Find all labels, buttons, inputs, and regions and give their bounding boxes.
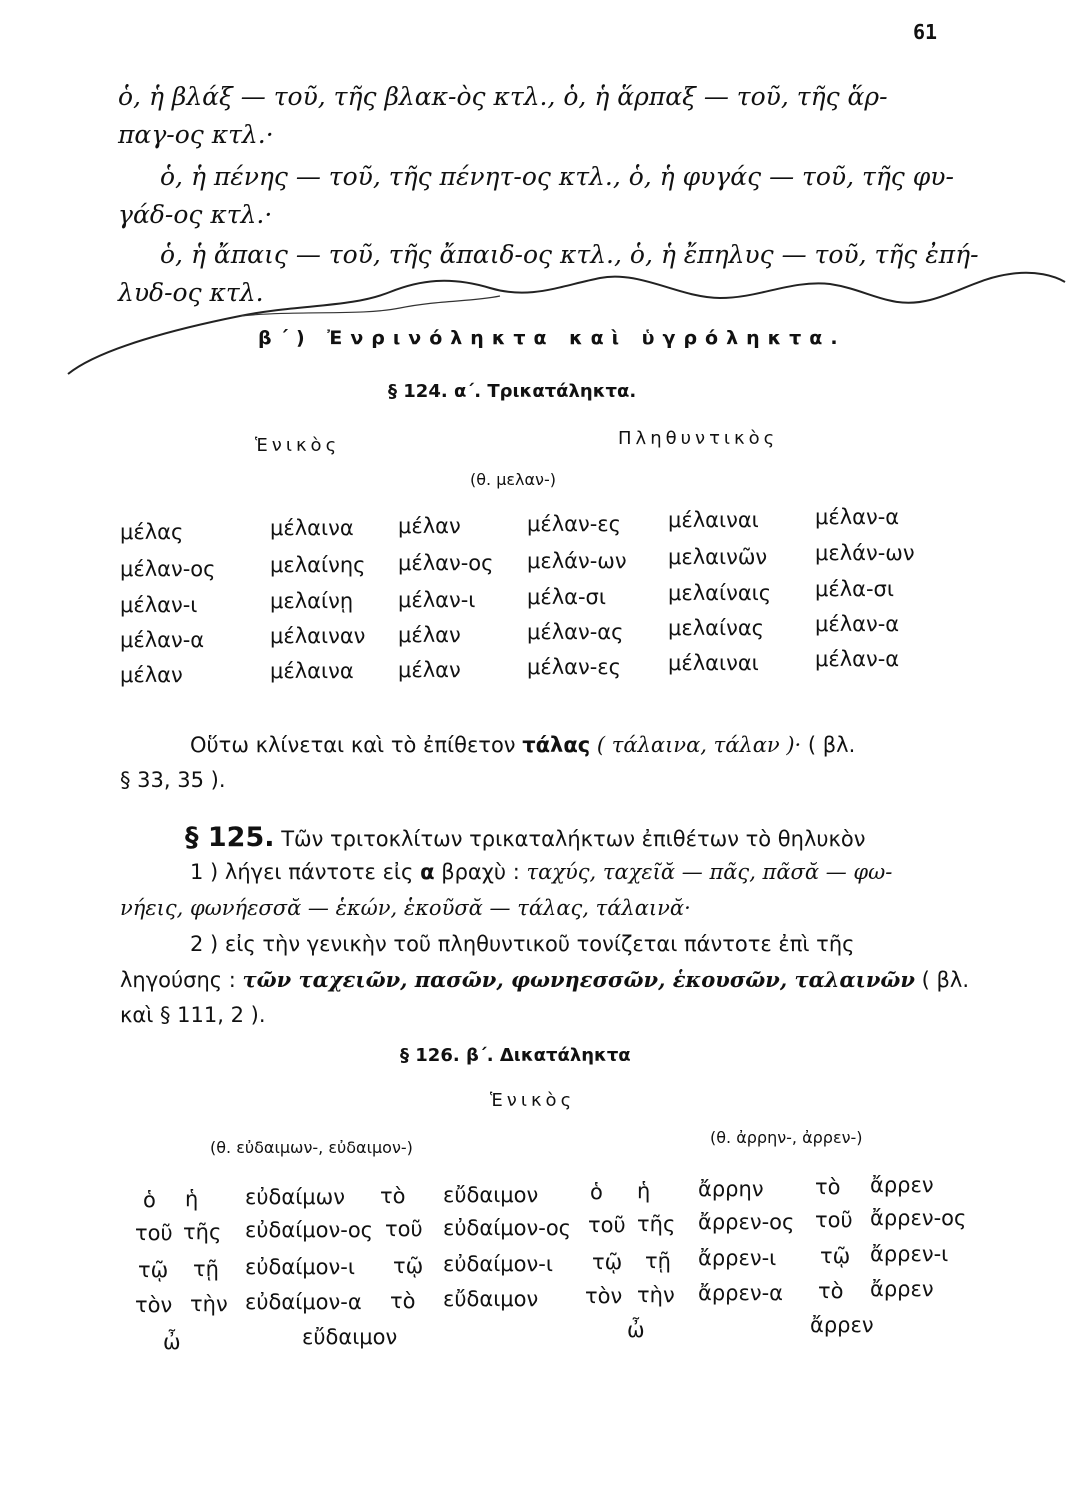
table-cell: εὐδαίμον-α [245,1290,362,1314]
table-cell: τὸν [135,1293,173,1317]
table-cell: μέλα-σι [527,585,606,609]
s125-line-4: 2 ) εἰς τὴν γενικὴν τοῦ πληθυντικοῦ τονίζεται πάντοτε ἐπὶ τῆς [190,932,855,956]
table-cell: μέλαιναν [270,624,366,648]
s126-singular-label: Ἑνικὸς [490,1090,576,1111]
table-cell: μέλαιναι [668,651,759,675]
table-cell: μελαίνας [668,616,764,640]
table-cell: μέλαν-α [815,647,900,671]
table-cell: μέλαν-α [815,612,900,636]
table-cell: τοῦ [588,1213,626,1237]
table-cell: τοῦ [815,1208,853,1232]
section-b-heading: β΄) Ἐνρινόληκτα καὶ ὑγρόληκτα. [258,327,846,349]
intro-line-5: ὁ, ἡ ἄπαις — τοῦ, τῆς ἄπαιδ-ος κτλ., ὁ, ἡ ἔπηλυς — τοῦ, τῆς ἐπή- [160,240,979,269]
table-cell: μέλαν-ος [120,557,216,581]
table-cell: ἄρρεν [870,1277,934,1301]
wavy-rule-drawing [60,268,1070,378]
table-cell: εὐδαίμον-ος [245,1218,373,1242]
s124-plural-label: Πληθυντικὸς [618,428,779,449]
s126-title: § 126. β΄. Δικατάληκτα [400,1045,631,1066]
table-cell: τοῦ [385,1217,423,1241]
table-cell: ἄρρεν-ος [870,1206,967,1230]
s125-line-3: νήεις, φωνήεσσᾰ — ἑκών, ἑκοῦσᾰ — τάλας, τάλαινᾰ· [120,896,691,920]
table-cell: μέλαινα [270,516,354,540]
table-cell: τὸν [585,1284,623,1308]
table-cell: εὔδαιμον [302,1325,398,1349]
table-cell: μέλαν-ες [527,655,621,679]
table-cell: ἄρρεν-α [698,1281,784,1305]
table-cell: ἄρρεν-ι [870,1242,949,1266]
intro-line-6: λυδ-ος κτλ. [118,278,264,307]
table-cell: μελαίνης [270,553,366,577]
table-cell: τῇ [645,1249,671,1273]
s124-title: § 124. α΄. Τρικατάληκτα. [388,381,637,402]
intro-line-1: ὁ, ἡ βλάξ — τοῦ, τῆς βλακ-ὸς κτλ., ὁ, ἡ ἅρπαξ — τοῦ, τῆς ἅρ- [118,82,888,111]
s125-text: Τῶν τριτοκλίτων τρικαταλήκτων ἐπιθέτων τὸ θηλυκὸν [281,827,866,851]
table-cell: τὴν [637,1283,675,1307]
table-cell: εὐδαίμον-ος [443,1216,571,1240]
s125-examples: ταχύς, ταχεῖᾰ — πᾶς, πᾶσᾰ — φω- [526,860,893,884]
table-cell: μελάν-ων [527,549,627,573]
table-cell: μέλαινα [270,659,354,683]
table-cell: μέλαν [398,658,461,682]
s124-stem: (θ. μελαν-) [470,470,556,489]
table-cell: ἡ [637,1179,651,1203]
table-cell: τῷ [393,1254,424,1278]
table-cell: τῷ [592,1250,623,1274]
table-cell: μέλαν-ες [527,512,621,536]
table-cell: τοῦ [135,1221,173,1245]
table-cell: ἄρρην [698,1177,764,1201]
table-cell: μέλαν-ι [120,593,198,617]
table-cell: μέλαν-ας [527,620,624,644]
table-cell: εὔδαιμον [443,1287,539,1311]
s125-line-2 [190,860,892,884]
s125-text: 1 ) λήγει πάντοτε εἰς [190,860,414,884]
table-cell: τὸ [390,1289,416,1313]
s125-bold-alpha: α [420,860,435,884]
s124-note-line-1 [190,733,855,757]
table-cell: μελαινῶν [668,545,768,569]
note-ref: ( βλ. [807,733,856,757]
table-cell: τὸ [818,1279,844,1303]
note-text: Οὕτω κλίνεται καὶ τὸ ἐπίθετον [190,733,516,757]
s125-number: § 125. [185,822,275,853]
table-cell: ἄρρεν-ος [698,1210,795,1234]
table-cell: ἄρρεν-ι [698,1246,777,1270]
intro-line-4: γάδ-ος κτλ.· [118,200,273,229]
s125-ref: ( βλ. [921,968,970,992]
table-cell: ἄρρεν [870,1173,934,1197]
s126-stem-2: (θ. ἀρρην-, ἀρρεν-) [710,1128,863,1147]
note-italic: ( τάλαινα, τάλαν )· [596,733,802,757]
table-cell: τὸ [380,1184,406,1208]
table-cell: μελάν-ων [815,541,915,565]
table-cell: μέλαν-ι [398,588,476,612]
table-cell: μέλα-σι [815,577,894,601]
table-cell: μελαίναις [668,581,772,605]
table-cell: τὴν [190,1292,228,1316]
table-cell: εὔδαιμον [443,1183,539,1207]
table-cell: μέλαν-ος [398,551,494,575]
table-cell: μέλας [120,520,184,544]
table-cell: τῆς [637,1212,676,1236]
s125-text: βραχὺ : [441,860,520,884]
table-cell: ὦ [627,1318,645,1342]
intro-line-2: παγ-ος κτλ.· [118,120,274,149]
table-cell: ὁ [590,1180,603,1204]
table-cell: τῇ [193,1257,219,1281]
table-cell: εὐδαίμων [245,1185,345,1209]
s125-genitive-examples: τῶν ταχειῶν, πασῶν, φωνηεσσῶν, ἑκουσῶν, ταλαινῶν [242,967,915,992]
s125-line-5 [120,967,969,992]
table-cell: μέλαιναι [668,508,759,532]
s125-line-6: καὶ § 111, 2 ). [120,1003,266,1027]
table-cell: μέλαν [398,514,461,538]
page-number: 61 [913,20,938,44]
table-cell: τῷ [138,1258,169,1282]
note-bold-word: τάλας [522,733,591,757]
s125-line-1 [185,822,865,853]
table-cell: εὐδαίμον-ι [245,1255,355,1279]
table-cell: εὐδαίμον-ι [443,1252,553,1276]
table-cell: μέλαν [120,663,183,687]
intro-line-3: ὁ, ἡ πένης — τοῦ, τῆς πένητ-ος κτλ., ὁ, ἡ φυγάς — τοῦ, τῆς φυ- [160,162,954,191]
table-cell: μέλαν-α [120,628,205,652]
table-cell: μελαίνῃ [270,589,354,613]
table-cell: ὦ [163,1330,181,1354]
table-cell: ἄρρεν [810,1313,874,1337]
table-cell: ὁ [143,1188,156,1212]
table-cell: μέλαν-α [815,505,900,529]
table-cell: τὸ [815,1175,841,1199]
table-cell: μέλαν [398,623,461,647]
s124-singular-label: Ἑνικὸς [255,435,341,456]
s124-note-line-2: § 33, 35 ). [120,768,226,792]
table-cell: τῷ [820,1244,851,1268]
table-cell: ἡ [185,1187,199,1211]
table-cell: τῆς [183,1220,222,1244]
s126-stem-1: (θ. εὐδαιμων-, εὐδαιμον-) [210,1138,413,1157]
s125-text: ληγούσης : [120,968,236,992]
